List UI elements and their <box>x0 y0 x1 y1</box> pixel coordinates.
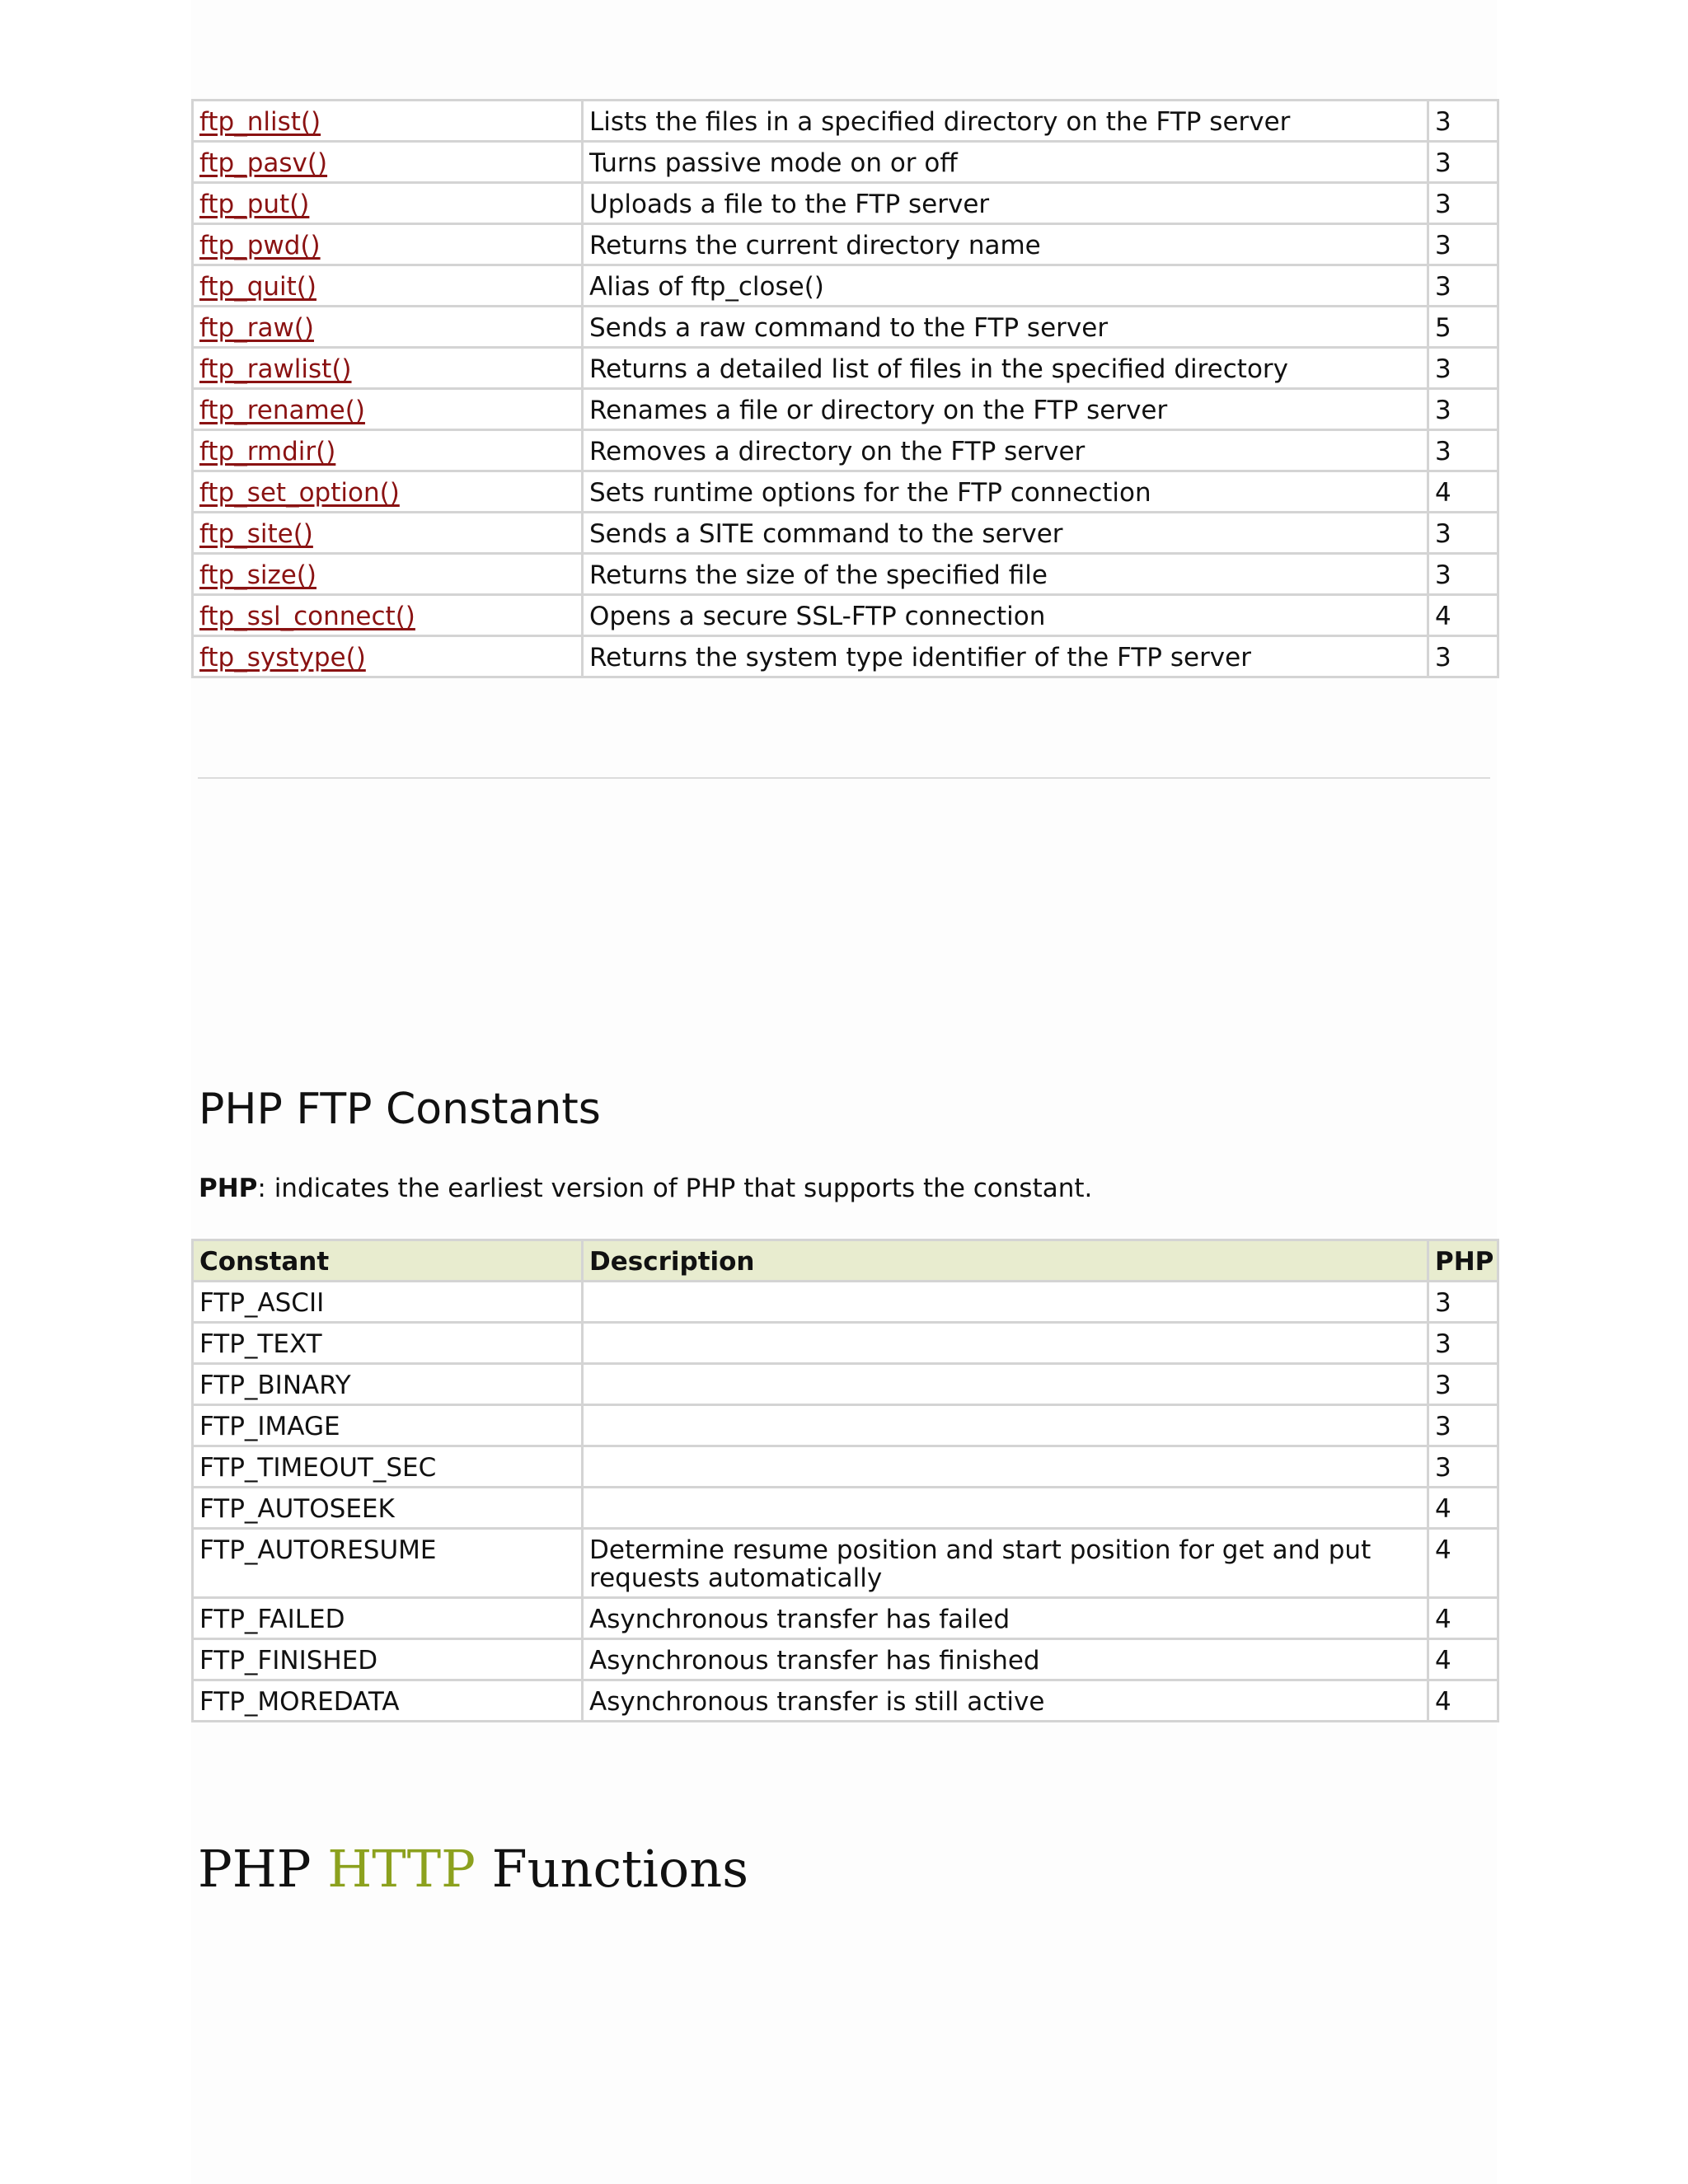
horizontal-divider <box>198 777 1490 779</box>
header-row <box>193 1240 1498 1282</box>
description-cell <box>583 1323 1428 1364</box>
table-row <box>193 142 1498 183</box>
constant-cell: FTP_MOREDATA <box>193 1680 583 1722</box>
description-cell: Determine resume position and start position for get and put requests automatically <box>583 1529 1428 1598</box>
constant-cell: FTP_FINISHED <box>193 1639 583 1680</box>
table-row <box>193 1488 1498 1529</box>
description-cell <box>583 1488 1428 1529</box>
table-row <box>193 1598 1498 1639</box>
table-row <box>193 1323 1498 1364</box>
table-row <box>193 1680 1498 1722</box>
description-cell: Asynchronous transfer has failed <box>583 1598 1428 1639</box>
php-version-cell: 3 <box>1428 389 1498 430</box>
table-row <box>193 595 1498 636</box>
table-row <box>193 389 1498 430</box>
function-link[interactable]: ftp_set_option() <box>199 478 400 508</box>
function-link[interactable]: ftp_rename() <box>199 396 365 425</box>
table-row <box>193 1405 1498 1446</box>
function-link[interactable]: ftp_size() <box>199 560 316 590</box>
php-version-cell: 3 <box>1428 142 1498 183</box>
constant-cell: FTP_ASCII <box>193 1282 583 1323</box>
function-cell <box>193 513 583 554</box>
php-version-cell: 4 <box>1428 595 1498 636</box>
table-row <box>193 101 1498 142</box>
php-version-cell: 3 <box>1428 348 1498 389</box>
function-link[interactable]: ftp_site() <box>199 519 313 549</box>
description-cell: Returns the current directory name <box>583 224 1428 265</box>
constant-cell: FTP_AUTOSEEK <box>193 1488 583 1529</box>
ftp-constants-table <box>191 1239 1499 1722</box>
function-cell <box>193 595 583 636</box>
table-row <box>193 1446 1498 1488</box>
title-suffix: Functions <box>475 1839 749 1899</box>
table-row <box>193 1364 1498 1405</box>
table-row <box>193 554 1498 595</box>
function-cell <box>193 471 583 513</box>
description-cell: Turns passive mode on or off <box>583 142 1428 183</box>
php-version-cell: 4 <box>1428 471 1498 513</box>
table-row <box>193 224 1498 265</box>
constant-cell: FTP_IMAGE <box>193 1405 583 1446</box>
table-row <box>193 1639 1498 1680</box>
section-title-http-functions <box>198 1836 748 1902</box>
table-row <box>193 513 1498 554</box>
table-row <box>193 348 1498 389</box>
php-version-cell: 3 <box>1428 513 1498 554</box>
function-cell <box>193 183 583 224</box>
function-cell <box>193 430 583 471</box>
description-cell <box>583 1364 1428 1405</box>
table-row <box>193 1529 1498 1598</box>
title-prefix: PHP <box>198 1839 328 1899</box>
constant-cell: FTP_BINARY <box>193 1364 583 1405</box>
constant-cell: FTP_TEXT <box>193 1323 583 1364</box>
description-cell: Removes a directory on the FTP server <box>583 430 1428 471</box>
php-version-cell: 4 <box>1428 1639 1498 1680</box>
description-cell <box>583 1405 1428 1446</box>
description-cell: Renames a file or directory on the FTP server <box>583 389 1428 430</box>
php-version-cell: 3 <box>1428 101 1498 142</box>
function-cell <box>193 224 583 265</box>
ftp-functions-table <box>191 99 1499 678</box>
php-version-legend <box>199 1172 1092 1205</box>
description-cell: Lists the files in a specified directory on the FTP server <box>583 101 1428 142</box>
php-version-cell: 5 <box>1428 307 1498 348</box>
php-version-cell: 3 <box>1428 554 1498 595</box>
php-version-cell: 3 <box>1428 1405 1498 1446</box>
php-version-cell: 3 <box>1428 636 1498 677</box>
function-cell <box>193 307 583 348</box>
table-row <box>193 430 1498 471</box>
php-version-cell: 3 <box>1428 1282 1498 1323</box>
php-version-cell: 3 <box>1428 430 1498 471</box>
table-row <box>193 307 1498 348</box>
description-cell <box>583 1446 1428 1488</box>
legend-label: PHP <box>199 1174 258 1203</box>
function-cell <box>193 265 583 307</box>
function-link[interactable]: ftp_pwd() <box>199 231 321 260</box>
function-link[interactable]: ftp_put() <box>199 190 310 219</box>
description-cell: Uploads a file to the FTP server <box>583 183 1428 224</box>
function-link[interactable]: ftp_rawlist() <box>199 354 352 384</box>
table-row <box>193 183 1498 224</box>
column-header-description: Description <box>583 1240 1428 1282</box>
php-version-cell: 3 <box>1428 224 1498 265</box>
php-version-cell: 4 <box>1428 1598 1498 1639</box>
description-cell: Returns the size of the specified file <box>583 554 1428 595</box>
function-link[interactable]: ftp_quit() <box>199 272 316 302</box>
column-header-constant: Constant <box>193 1240 583 1282</box>
column-header-php: PHP <box>1428 1240 1498 1282</box>
php-version-cell: 4 <box>1428 1680 1498 1722</box>
php-version-cell: 3 <box>1428 183 1498 224</box>
function-cell <box>193 554 583 595</box>
description-cell <box>583 1282 1428 1323</box>
php-version-cell: 4 <box>1428 1488 1498 1529</box>
function-link[interactable]: ftp_ssl_connect() <box>199 602 415 631</box>
php-version-cell: 3 <box>1428 265 1498 307</box>
description-cell: Asynchronous transfer is still active <box>583 1680 1428 1722</box>
php-version-cell: 3 <box>1428 1364 1498 1405</box>
description-cell: Asynchronous transfer has finished <box>583 1639 1428 1680</box>
table-row <box>193 265 1498 307</box>
constant-cell: FTP_AUTORESUME <box>193 1529 583 1598</box>
function-cell <box>193 348 583 389</box>
php-version-cell: 3 <box>1428 1446 1498 1488</box>
description-cell: Sets runtime options for the FTP connection <box>583 471 1428 513</box>
ftp-functions-table-body <box>193 101 1498 677</box>
function-cell <box>193 636 583 677</box>
function-link[interactable]: ftp_rmdir() <box>199 437 336 466</box>
ftp-constants-table-header <box>193 1240 1498 1282</box>
description-cell: Alias of ftp_close() <box>583 265 1428 307</box>
description-cell: Sends a SITE command to the server <box>583 513 1428 554</box>
section-title-ftp-constants: PHP FTP Constants <box>199 1085 601 1134</box>
table-row <box>193 1282 1498 1323</box>
function-cell <box>193 101 583 142</box>
function-link[interactable]: ftp_systype() <box>199 643 366 673</box>
function-link[interactable]: ftp_pasv() <box>199 148 328 178</box>
title-accent: HTTP <box>327 1839 476 1899</box>
ftp-constants-table-body <box>193 1282 1498 1722</box>
constant-cell: FTP_FAILED <box>193 1598 583 1639</box>
function-link[interactable]: ftp_nlist() <box>199 107 321 137</box>
table-row <box>193 471 1498 513</box>
table-row <box>193 636 1498 677</box>
description-cell: Returns the system type identifier of the FTP server <box>583 636 1428 677</box>
legend-text: : indicates the earliest version of PHP that supports the constant. <box>257 1174 1093 1203</box>
function-cell <box>193 389 583 430</box>
php-version-cell: 3 <box>1428 1323 1498 1364</box>
function-link[interactable]: ftp_raw() <box>199 313 314 343</box>
function-cell <box>193 142 583 183</box>
php-version-cell: 4 <box>1428 1529 1498 1598</box>
description-cell: Sends a raw command to the FTP server <box>583 307 1428 348</box>
description-cell: Opens a secure SSL-FTP connection <box>583 595 1428 636</box>
description-cell: Returns a detailed list of files in the specified directory <box>583 348 1428 389</box>
constant-cell: FTP_TIMEOUT_SEC <box>193 1446 583 1488</box>
